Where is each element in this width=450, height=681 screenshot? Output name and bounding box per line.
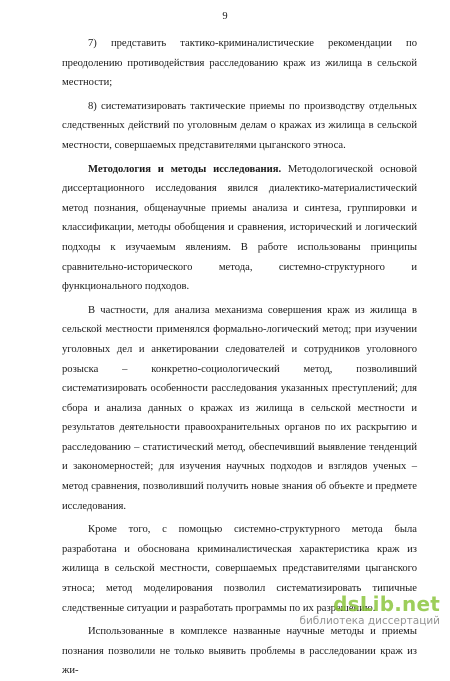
watermark-logo: dsLib.net	[333, 592, 440, 616]
watermark-caption: библиотека диссертаций	[299, 615, 440, 627]
section-heading: Методология и методы исследования.	[88, 163, 282, 175]
paragraph-text: Кроме того, с помощью системно-структурного метода была разработана и обоснована криминалистическая характеристика краж из жилища в сельской местности, совершаемых представителями цыганского этноса; метод моделирования позволил систематизировать типичные следственные ситуации и разработать программы по их разрешению.	[62, 524, 417, 614]
paragraph-item-8	[62, 97, 417, 156]
paragraph-methodology	[62, 160, 417, 297]
paragraph-conclusion	[62, 622, 417, 681]
body-text	[62, 34, 417, 681]
page-number: 9	[222, 11, 228, 22]
paragraph-text: Методологической основой диссертационного исследования явился диалектико-материалистический метод познания, общенаучные приемы анализа и синтеза, группировки и классификации, методы обобщения и сравнения, исторический и логический подходы к изучаемым явлениям. В работе использованы принципы сравнительно-исторического метода, системно-структурного и функционального подходов.	[62, 163, 417, 293]
paragraph-text: Использованные в комплексе названные научные методы и приемы познания позволили не только выявить проблемы в расследовании краж из жи-	[62, 626, 417, 677]
paragraph-methods-detail	[62, 301, 417, 517]
watermark	[290, 593, 440, 631]
paragraph-text: 8) систематизировать тактические приемы по производству отдельных следственных действий по уголовным делам о кражах из жилища в сельской местности, совершаемых представителями цыганского этноса.	[62, 100, 417, 151]
paragraph-text: В частности, для анализа механизма совершения краж из жилища в сельской местности применялся формально-логический метод; при изучении уголовных дел и анкетировании следователей и сотрудников уголовного розыска – конкретно-социологический метод, позволивший систематизировать особенности расследования указанных преступлений; для сбора и анализа данных о кражах из жилища в сельской местности и результатов деятельности правоохранительных органов по их раскрытию и расследованию – статистический метод, обеспечивший выявление тенденций и закономерностей; для изучения научных подходов и взглядов ученых – метод сравнения, позволивший получить новые знания об объекте и предмете исследования.	[62, 304, 417, 512]
paragraph-text: 7) представить тактико-криминалистические рекомендации по преодолению противодействия расследованию краж из жилища в сельской местности;	[62, 38, 417, 89]
paragraph-item-7	[62, 34, 417, 93]
